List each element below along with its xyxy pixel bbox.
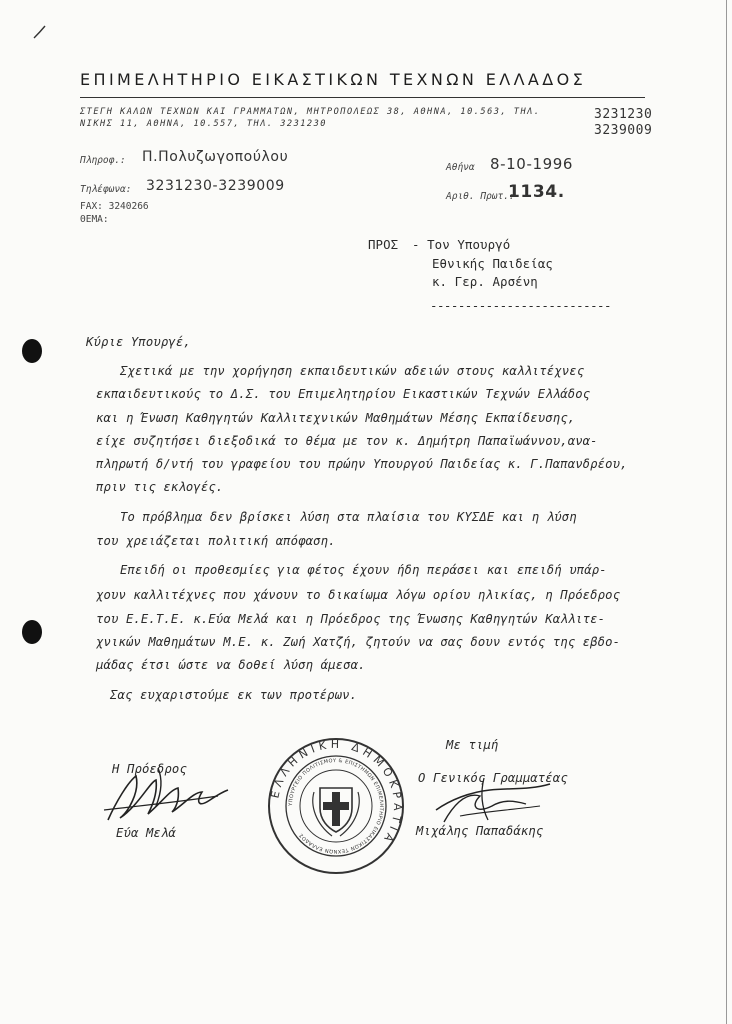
letter-line-6: πριν τις εκλογές. (96, 480, 224, 494)
left-signatory-title: Η Πρόεδρος (112, 762, 187, 776)
seal-outer-text: ΕΛΛΗΝΙΚΗ ΔΗΜΟΚΡΑΤΙΑ (268, 737, 405, 848)
protocol-value: 1134. (508, 182, 565, 202)
letter-line-7: Το πρόβλημα δεν βρίσκει λύση στα πλαίσια του ΚΥΣΔΕ και η λύση (120, 510, 577, 524)
pen-mark (30, 22, 50, 42)
city-label: Αθήνα (446, 162, 475, 173)
salutation: Κύριε Υπουργέ, (86, 335, 191, 349)
letterhead-rule (80, 97, 645, 98)
letter-line-13: μάδας έτσι ώστε να δοθεί λύση άμεσα. (96, 658, 366, 672)
letter-line-9: Επειδή οι προθεσμίες για φέτος έχουν ήδη περάσει και επειδή υπάρ- (120, 563, 607, 577)
address-line-1: ΣΤΕΓΗ ΚΑΛΩΝ ΤΕΧΝΩΝ ΚΑΙ ΓΡΑΜΜΑΤΩΝ, ΜΗΤΡΟΠΟΛΕΩΣ 38, ΑΘΗΝΑ, 10.563, ΤΗΛ. (80, 107, 541, 117)
letter-line-14: Σας ευχαριστούμε εκ των προτέρων. (110, 688, 358, 702)
info-label: Πληροφ.: (80, 155, 126, 166)
punch-hole-bottom (22, 620, 42, 644)
right-signatory-title: Ο Γενικός Γραμματέας (418, 771, 568, 785)
left-signature-scribble (98, 762, 238, 832)
recipient-line-2: Εθνικής Παιδείας (432, 256, 553, 271)
right-signature-scribble (430, 770, 560, 830)
phone-value: 3231230-3239009 (146, 178, 285, 194)
phone-number-1: 3231230 (594, 107, 653, 122)
recipient-line-1: - Τον Υπουργό (412, 237, 511, 252)
phone-label: Τηλέφωνα: (80, 184, 132, 195)
letter-line-5: πληρωτή δ/ντή του γραφείου του πρώην Υπουργού Παιδείας κ. Γ.Παπανδρέου, (96, 457, 628, 471)
letter-line-12: χνικών Μαθημάτων Μ.Ε. κ. Ζωή Χατζή, ζητούν να σας δουν εντός της εβδο- (96, 635, 621, 649)
fax-label: FAX: 3240266 (80, 201, 149, 212)
left-signatory-name: Εύα Μελά (116, 826, 176, 840)
letter-line-10: χουν καλλιτέχνες που χάνουν το δικαίωμα λόγω ορίου ηλικίας, η Πρόεδρος (96, 588, 621, 602)
letter-line-4: είχε συζητήσει διεξοδικά το θέμα με τον κ. Δημήτρη Παπαϊωάννου,ανα- (96, 434, 598, 448)
right-signatory-name: Μιχάλης Παπαδάκης (416, 824, 544, 838)
recipient-underline: -------------------------- (430, 298, 611, 313)
info-value: Π.Πολυζωγοπούλου (142, 149, 289, 165)
closing: Με τιμή (446, 738, 499, 752)
protocol-label: Αριθ. Πρωτ.: (446, 191, 515, 202)
organization-title: ΕΠΙΜΕΛΗΤΗΡΙΟ ΕΙΚΑΣΤΙΚΩΝ ΤΕΧΝΩΝ ΕΛΛΑΔΟΣ (80, 70, 587, 89)
letter-line-8: του χρειάζεται πολιτική απόφαση. (96, 534, 336, 548)
phone-number-2: 3239009 (594, 123, 653, 138)
punch-hole-top (22, 339, 42, 363)
coat-of-arms-icon (313, 788, 359, 836)
recipient-to-label: ΠΡΟΣ (368, 237, 399, 252)
address-line-2: ΝΙΚΗΣ 11, ΑΘΗΝΑ, 10.557, ΤΗΛ. 3231230 (80, 119, 327, 129)
date-value: 8-10-1996 (490, 155, 574, 173)
recipient-line-3: κ. Γερ. Αρσένη (432, 274, 538, 289)
letter-line-11: του Ε.Ε.Τ.Ε. κ.Εύα Μελά και η Πρόεδρος της Ένωσης Καθηγητών Καλλιτε- (96, 612, 606, 626)
scan-edge-line (726, 0, 727, 1024)
subject-label: ΘΕΜΑ: (80, 214, 109, 225)
official-seal (266, 736, 406, 876)
seal-inner-text: ΥΠΟΥΡΓΕΙΟ ΠΟΛΙΤΙΣΜΟΥ & ΕΠΙΣΤΗΜΩΝ ΕΠΙΜΕΛΗΤΗΡΙΟ ΕΙΚΑΣΤΙΚΩΝ ΤΕΧΝΩΝ ΕΛΛΑΔΟΣ (287, 757, 385, 855)
letter-line-1: Σχετικά με την χορήγηση εκπαιδευτικών αδειών στους καλλιτέχνες (120, 364, 585, 378)
letter-line-3: και η Ένωση Καθηγητών Καλλιτεχνικών Μαθημάτων Μέσης Εκπαίδευσης, (96, 411, 576, 425)
letter-line-2: εκπαιδευτικούς το Δ.Σ. του Επιμελητηρίου Εικαστικών Τεχνών Ελλάδος (96, 387, 591, 401)
